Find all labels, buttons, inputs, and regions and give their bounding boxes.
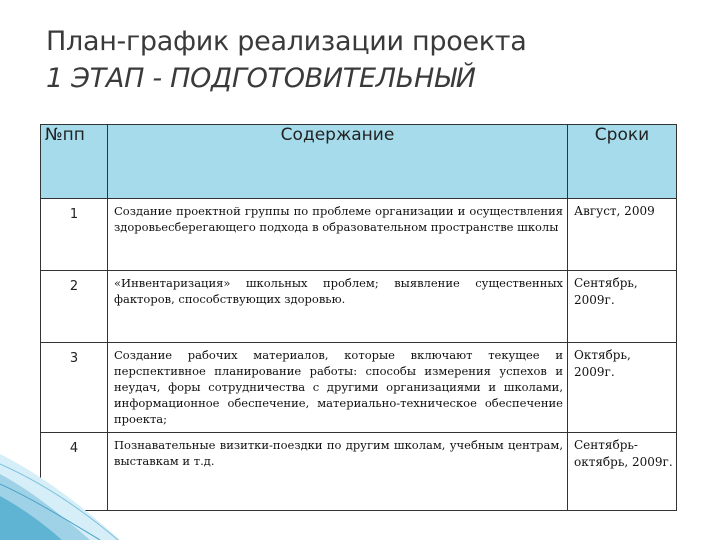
- corner-decoration: [0, 444, 120, 540]
- row-date: Август, 2009: [568, 199, 677, 271]
- row-date: Октябрь, 2009г.: [568, 343, 677, 433]
- header-date: Сроки: [568, 125, 677, 199]
- header-num: №пп: [41, 125, 108, 199]
- table-row: [41, 271, 677, 343]
- plan-table: [40, 124, 677, 511]
- row-num: 2: [41, 271, 108, 343]
- row-content: Познавательные визитки-поездки по другим школам, учебным центрам, выставкам и т.д.: [108, 433, 568, 511]
- row-content: «Инвентаризация» школьных проблем; выявление существенных факторов, способствующих здоровью.: [108, 271, 568, 343]
- table-header-row: [41, 125, 677, 199]
- row-num: 4: [41, 433, 108, 511]
- row-num: 1: [41, 199, 108, 271]
- table-row: [41, 343, 677, 433]
- row-num: 3: [41, 343, 108, 433]
- slide-subtitle: 1 ЭТАП - ПОДГОТОВИТЕЛЬНЫЙ: [46, 63, 476, 94]
- slide-title: План-график реализации проекта: [46, 26, 527, 57]
- table-row: [41, 433, 677, 511]
- row-content: Создание рабочих материалов, которые включают текущее и перспективное планирование работы: способы измерения успехов и неудач, форы сотрудничества с другими организациями и школами, информационное обеспечение, материально-техническое обеспечение проекта;: [108, 343, 568, 433]
- row-date: Сентябрь, 2009г.: [568, 271, 677, 343]
- row-date: Сентябрь-октябрь, 2009г.: [568, 433, 677, 511]
- table-row: [41, 199, 677, 271]
- row-content: Создание проектной группы по проблеме организации и осуществления здоровьесберегающего подхода в образовательном пространстве школы: [108, 199, 568, 271]
- header-content: Содержание: [108, 125, 568, 199]
